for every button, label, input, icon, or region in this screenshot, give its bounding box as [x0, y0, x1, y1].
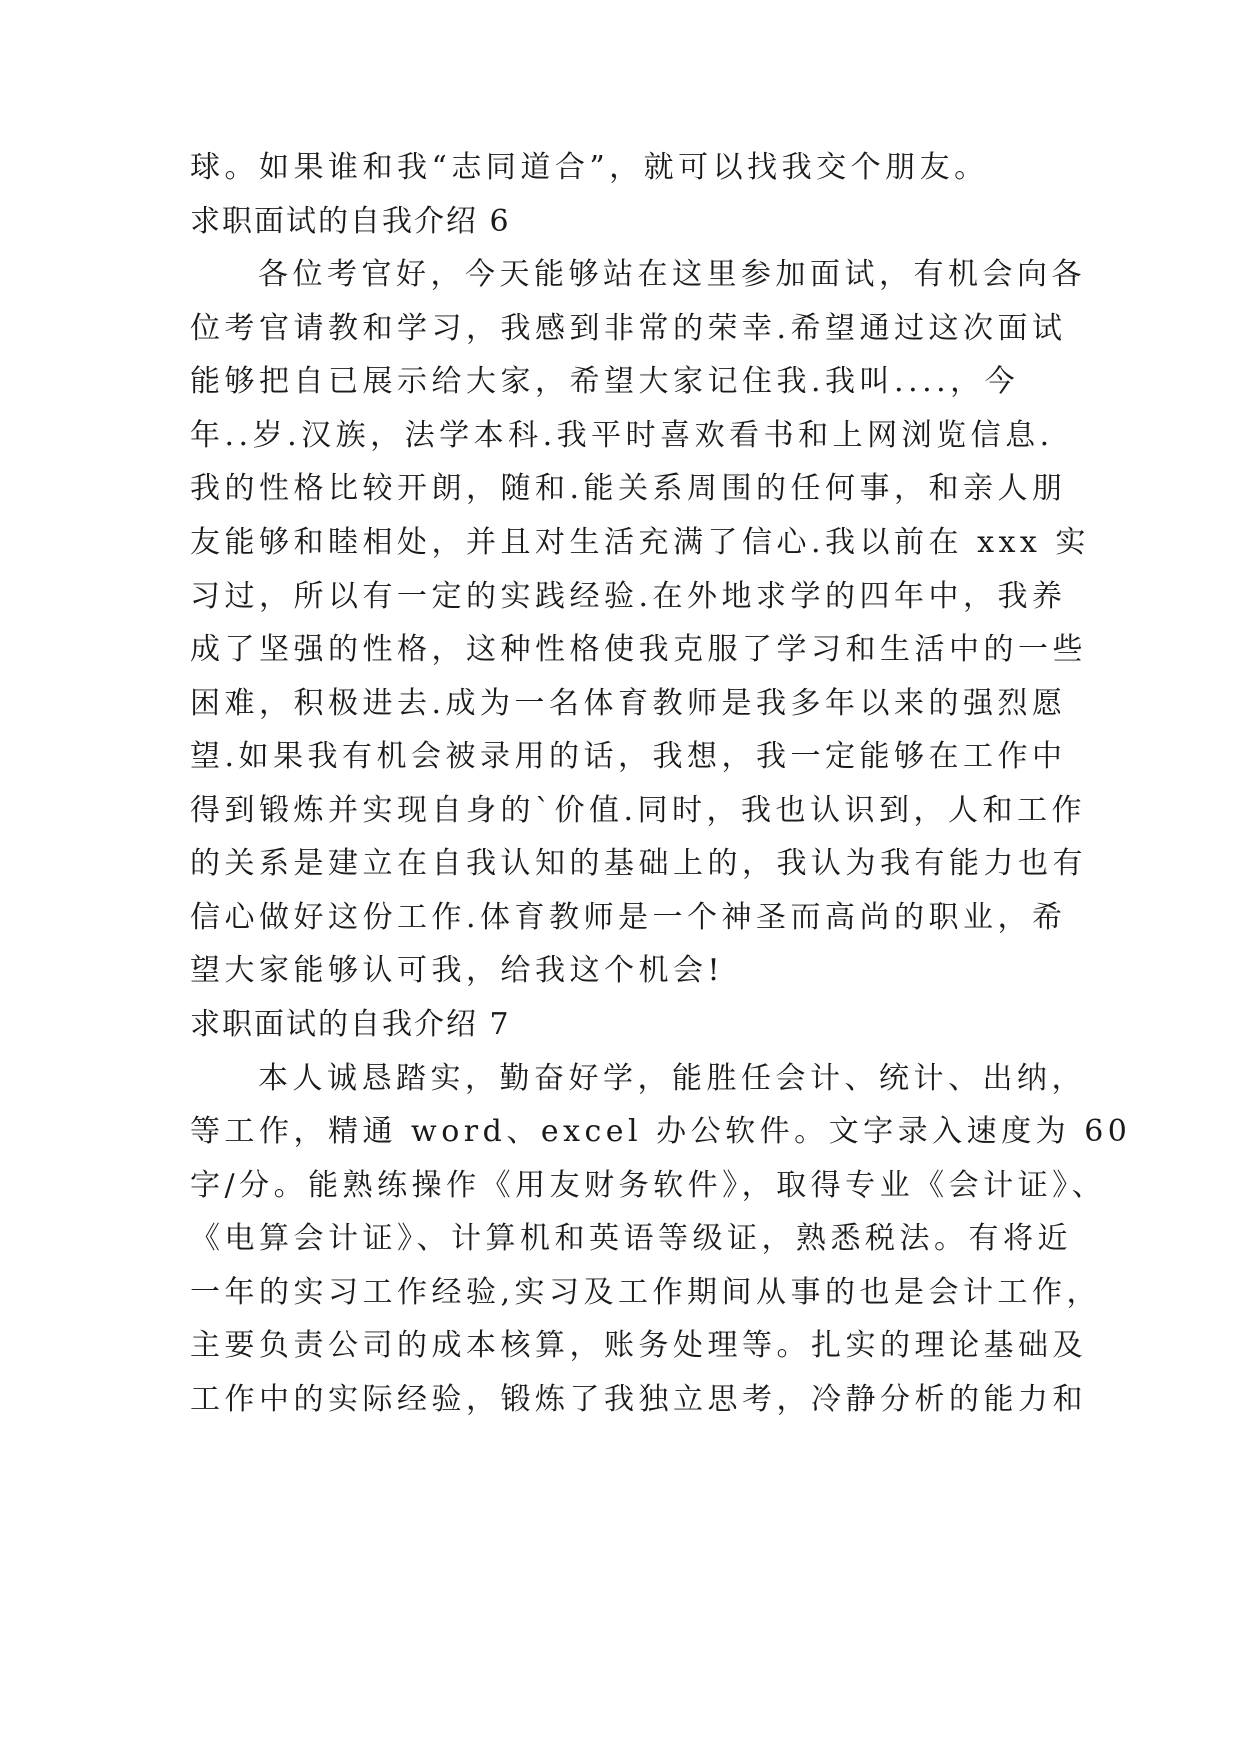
section-heading: 求职面试的自我介绍 7	[190, 1007, 511, 1042]
paragraph-line: 位考官请教和学习，我感到非常的荣幸.希望通过这次面试	[190, 311, 1067, 346]
paragraph-line: 友能够和睦相处，并且对生活充满了信心.我以前在 xxx 实	[190, 525, 1090, 560]
paragraph-line: 工作中的实际经验，锻炼了我独立思考，冷静分析的能力和	[190, 1382, 1087, 1417]
paragraph-line: 年..岁.汉族，法学本科.我平时喜欢看书和上网浏览信息.	[190, 418, 1054, 453]
paragraph-line: 主要负责公司的成本核算，账务处理等。扎实的理论基础及	[190, 1328, 1087, 1363]
paragraph-line: 信心做好这份工作.体育教师是一个神圣而高尚的职业，希	[190, 900, 1067, 935]
paragraph-line: 的关系是建立在自我认知的基础上的，我认为我有能力也有	[190, 846, 1087, 881]
paragraph-line: 一年的实习工作经验,实习及工作期间从事的也是会计工作，	[190, 1275, 1102, 1310]
paragraph-line: 等工作，精通 word、excel 办公软件。文字录入速度为 60	[190, 1114, 1132, 1149]
paragraph-line: 字/分。能熟练操作《用友财务软件》，取得专业《会计证》、	[190, 1168, 1107, 1203]
paragraph-line: 望.如果我有机会被录用的话，我想，我一定能够在工作中	[190, 739, 1067, 774]
section-heading: 求职面试的自我介绍 6	[190, 204, 511, 239]
paragraph-line: 成了坚强的性格，这种性格使我克服了学习和生活中的一些	[190, 632, 1087, 667]
paragraph-line: 得到锻炼并实现自身的`价值.同时，我也认识到，人和工作	[190, 793, 1087, 828]
paragraph-line: 球。如果谁和我“志同道合”，就可以找我交个朋友。	[190, 150, 989, 185]
paragraph-line: 能够把自已展示给大家，希望大家记住我.我叫....，今	[190, 364, 1020, 399]
paragraph-line: 各位考官好，今天能够站在这里参加面试，有机会向各	[258, 257, 1086, 292]
paragraph-line: 习过，所以有一定的实践经验.在外地求学的四年中，我养	[190, 579, 1067, 614]
paragraph-line: 《电算会计证》、计算机和英语等级证，熟悉税法。有将近	[190, 1221, 1072, 1256]
paragraph-line: 困难，积极进去.成为一名体育教师是我多年以来的强烈愿	[190, 686, 1067, 721]
paragraph-line: 望大家能够认可我，给我这个机会!	[190, 953, 725, 988]
paragraph-line: 我的性格比较开朗，随和.能关系周围的任何事，和亲人朋	[190, 471, 1067, 506]
paragraph-line: 本人诚恳踏实，勤奋好学，能胜任会计、统计、出纳，	[258, 1061, 1086, 1096]
